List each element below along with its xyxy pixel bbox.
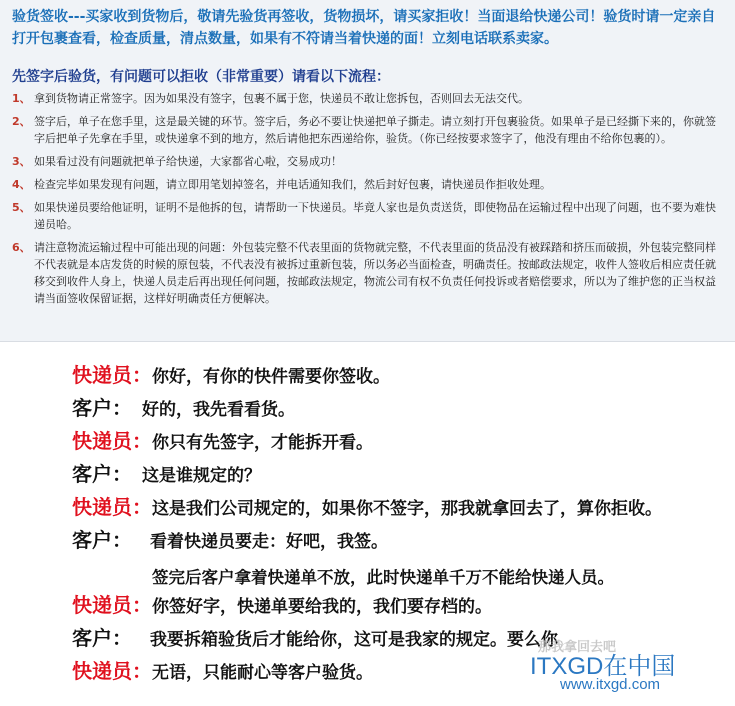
watermark-url: www.itxgd.com — [560, 676, 661, 693]
dialog-speech: 你签好字，快递单要给我的，我们要存档的。 — [152, 597, 492, 617]
step-item — [12, 176, 724, 193]
dialog-line — [72, 362, 390, 390]
dialog-speech: 你只有先签字，才能拆开看。 — [152, 433, 373, 453]
intro-notice: 验货签收---买家收到货物后，敬请先验货再签收，货物损坏，请买家拒收！当面退给快递公司！验货时请一定亲自打开包裹查看，检查质量，清点数量，如果有不符请当着快递的面！立刻电话联系卖家。 — [12, 9, 716, 47]
site-watermark — [530, 636, 720, 696]
watermark-faint-text: 那我拿回去吧 — [538, 640, 617, 655]
step-text: 拿到货物请正常签字。因为如果没有签字，包裹不属于您，快递员不敢让您拆包，否则回去无法交代。 — [34, 92, 529, 105]
dialog-line — [72, 461, 261, 489]
step-text: 请注意物流运输过程中可能出现的问题：外包装完整不代表里面的货物就完整，不代表里面的货品没有被踩踏和挤压而破损，外包装完整同样不代表就是本店发货的时候的原包装，不代表没有被拆过重新包装，所以务必当面检查，明确责任。按邮政法规定，收件人签收后相应责任就移交到收件人身上，快递人员走后再出现任何问题，按邮政法规定，物流公司有权不负责任何投诉或者赔偿要求，所以为了维护您的正当权益请当面签收保留证据，这样好明确责任方便解决。 — [34, 241, 716, 305]
section-divider — [0, 341, 735, 355]
dialog-line — [72, 428, 373, 456]
step-item — [12, 153, 724, 170]
step-text: 检查完毕如果发现有问题，请立即用笔划掉签名，并电话通知我们，然后封好包裹，请快递员作拒收处理。 — [34, 178, 551, 191]
dialog-line — [72, 494, 662, 522]
step-text: 如果快递员要给他证明，证明不是他拆的包，请帮助一下快递员。毕竟人家也是负责送货，即使物品在运输过程中出现了问题，也不要为难快递员哈。 — [34, 201, 716, 231]
speaker-courier: 快递员： — [72, 363, 152, 387]
step-number: 3、 — [12, 155, 31, 168]
speaker-customer: 客户： — [72, 462, 132, 486]
watermark-brand: ITXGD在中国 — [530, 653, 676, 680]
step-text: 如果看过没有问题就把单子给快递，大家都省心啦，交易成功！ — [34, 155, 342, 168]
dialog-speech: 看着快递员要走：好吧，我签。 — [150, 532, 388, 552]
dialog-speech: 我要拆箱验货后才能给你，这可是我家的规定。要么你 — [150, 630, 558, 650]
speaker-courier: 快递员： — [72, 429, 152, 453]
step-number: 6、 — [12, 241, 31, 254]
dialog-line — [72, 527, 388, 555]
dialog-speech: 你好，有你的快件需要你签收。 — [152, 367, 390, 387]
speaker-customer: 客户： — [72, 626, 132, 650]
speaker-courier: 快递员： — [72, 495, 152, 519]
speaker-courier: 快递员： — [72, 593, 152, 617]
speaker-customer: 客户： — [72, 528, 132, 552]
dialog-line — [72, 395, 295, 423]
dialog-speech: 这是谁规定的？ — [142, 466, 261, 486]
dialog-line — [72, 625, 558, 653]
step-number: 5、 — [12, 201, 31, 214]
dialog-panel — [0, 356, 735, 706]
step-item — [12, 239, 724, 307]
notice-panel — [0, 0, 735, 341]
narration-note: 签完后客户拿着快递单不放，此时快递单千万不能给快递人员。 — [152, 568, 614, 587]
step-number: 1、 — [12, 92, 31, 105]
speaker-customer: 客户： — [72, 396, 132, 420]
dialog-speech: 这是我们公司规定的，如果你不签字，那我就拿回去了，算你拒收。 — [152, 499, 662, 519]
dialog-speech: 好的，我先看看货。 — [142, 400, 295, 420]
step-item — [12, 90, 724, 107]
speaker-courier: 快递员： — [72, 659, 152, 683]
flow-title: 先签字后验货，有问题可以拒收（非常重要）请看以下流程： — [12, 69, 390, 85]
step-number: 4、 — [12, 178, 31, 191]
step-item — [12, 113, 724, 147]
dialog-line — [72, 592, 492, 620]
dialog-line — [72, 658, 373, 686]
steps-list — [12, 90, 724, 313]
step-text: 签字后，单子在您手里，这是最关键的环节。签字后，务必不要让快递把单子撕走。请立刻打开包裹验货。如果单子是已经撕下来的，你就签字后把单子先拿在手里，或快递拿不到的地方，然后请他把东西递给你，验货。（你已经按要求签字了，他没有理由不给你包裹的）。 — [34, 115, 716, 145]
dialog-speech: 无语，只能耐心等客户验货。 — [152, 663, 373, 683]
step-number: 2、 — [12, 115, 31, 128]
step-item — [12, 199, 724, 233]
